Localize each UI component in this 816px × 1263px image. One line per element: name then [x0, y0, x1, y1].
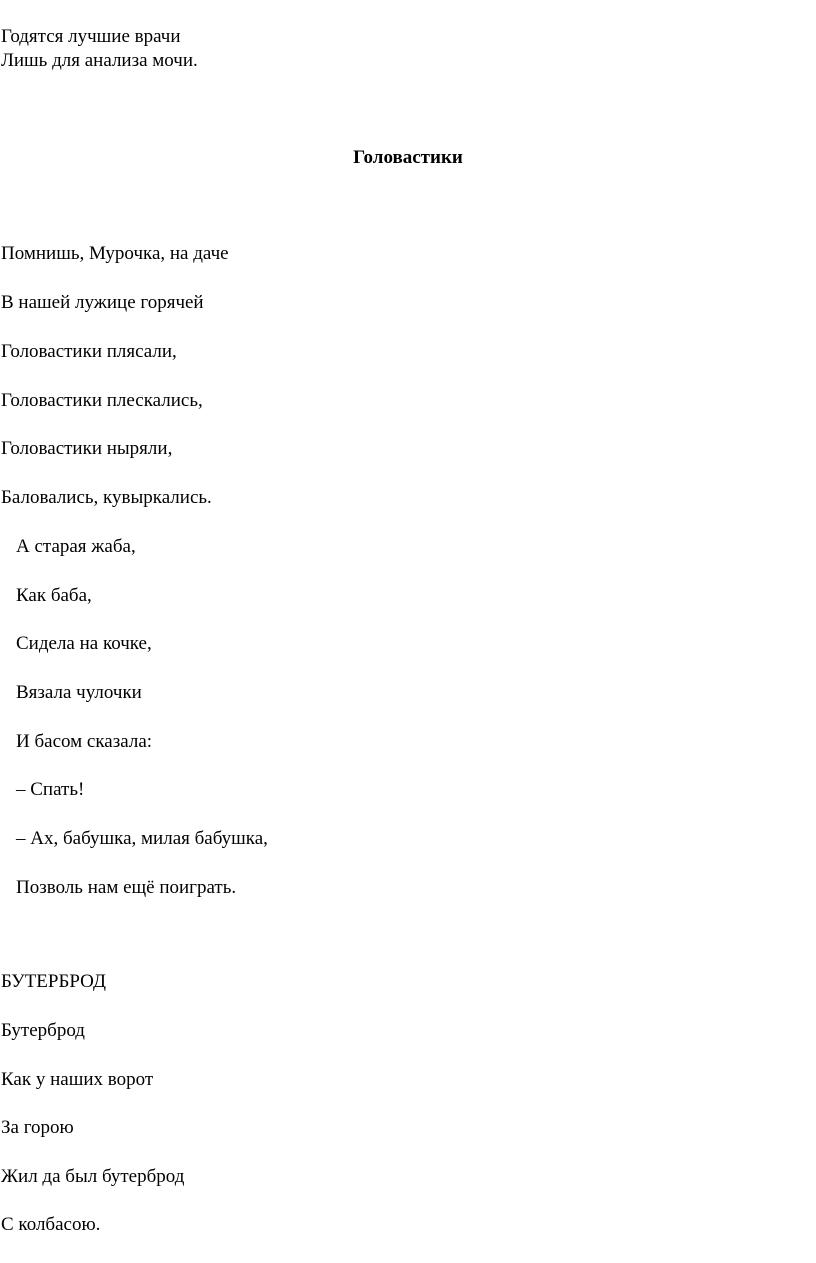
poem1-line-3: Головастики плясали,	[1, 341, 177, 362]
poem-title-buterbrod: БУТЕРБРОД	[1, 971, 106, 992]
poem2-line-3: За горою	[1, 1117, 74, 1138]
poem2-line-2: Как у наших ворот	[1, 1069, 154, 1090]
poem1-indented-line-6: – Спать!	[16, 779, 85, 800]
poem1-indented-line-3: Сидела на кочке,	[16, 633, 152, 654]
poem1-indented-line-1: А старая жаба,	[16, 536, 136, 557]
poem1-indented-line-5: И басом сказала:	[16, 731, 153, 752]
poem1-line-2: В нашей лужице горячей	[1, 292, 204, 313]
poem-title-golovastiki: Головастики	[353, 147, 463, 168]
intro-line-2: Лишь для анализа мочи.	[1, 50, 198, 71]
poem2-line-5: С колбасою.	[1, 1214, 101, 1235]
intro-line-1: Годятся лучшие врачи	[1, 26, 181, 47]
poem2-line-1: Бутерброд	[1, 1020, 85, 1041]
poem1-line-5: Головастики ныряли,	[1, 438, 173, 459]
poem1-line-1: Помнишь, Мурочка, на даче	[1, 243, 229, 264]
poem2-line-4: Жил да был бутерброд	[1, 1166, 185, 1187]
poem1-indented-line-8: Позволь нам ещё поиграть.	[16, 877, 237, 898]
poem1-indented-line-2: Как баба,	[16, 585, 92, 606]
poem1-indented-line-4: Вязала чулочки	[16, 682, 142, 703]
poem1-indented-line-7: – Ах, бабушка, милая бабушка,	[16, 828, 268, 849]
poem1-line-4: Головастики плескались,	[1, 390, 203, 411]
poem1-line-6: Баловались, кувыркались.	[1, 487, 212, 508]
